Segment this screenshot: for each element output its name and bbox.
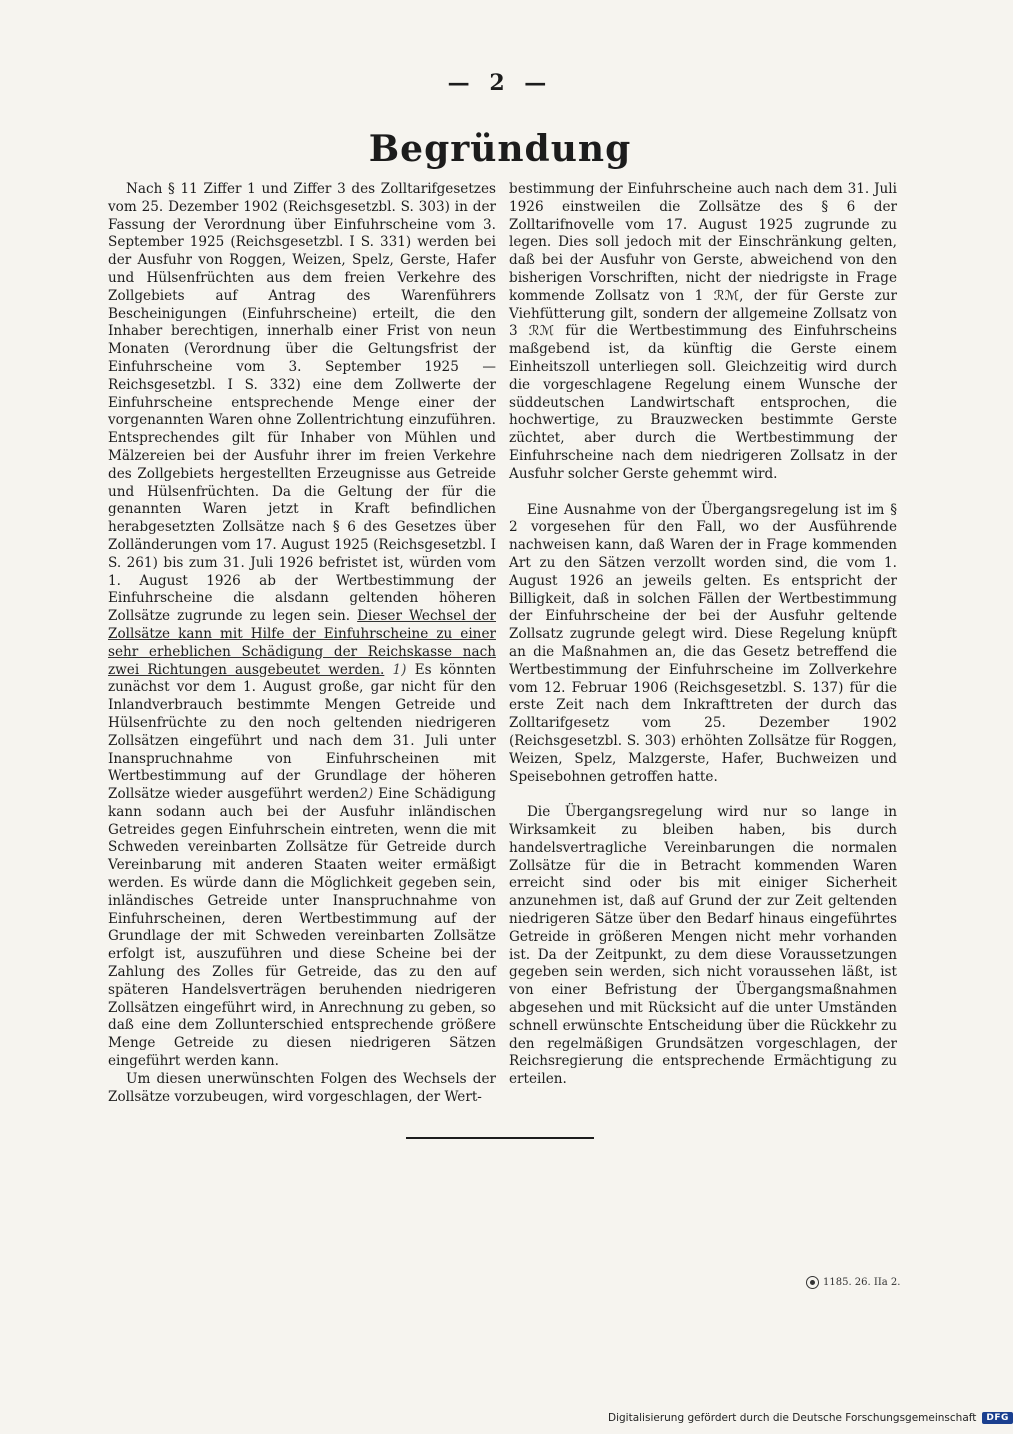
right-column (509, 181, 897, 1089)
digitization-footer (608, 1412, 1013, 1424)
left-paragraph-1-text-c: Eine Schädigung kann sodann auch bei der Ausfuhr inländischen Getreides gegen Einfuhrschein eintreten, wenn die mit Schweden vereinbarten Zollsätze für Getreide durch Vereinbarung mit anderen Staaten weiter ermäßigt werden. Es würde dann die Möglichkeit gegeben sein, inländisches Getreide unter Inanspruchnahme von Einfuhrscheinen, deren Wertbestimmung auf der Grundlage der mit Schweden vereinbarten Zollsätze erfolgt ist, auszuführen und diese Scheine bei der Zahlung des Zolles für Getreide, das zu den auf späteren Handelsverträgen beruhenden niedrigeren Zollsätzen eingeführt wird, in Anrechnung zu geben, so daß eine dem Zollunterschied entsprechende größere Menge Getreide zu diesen niedrigeren Sätzen eingeführt werden kann. (108, 786, 497, 1070)
left-paragraph-1-text-b: Es könnten zunächst vor dem 1. August große, gar nicht für den Inlandverbrauch bestimmte Mengen Getreide und Hülsenfrüchte zu den noch geltenden niedrigeren Zollsätzen eingeführt und nach dem 31. Juli unter Inanspruchnahme von Einfuhrscheinen mit Wertbestimmung auf der Grundlage der höheren Zollsätze wieder ausgeführt werden (108, 661, 497, 803)
handwritten-note-marker-2: 2) (359, 786, 374, 803)
printer-seal-icon (806, 1276, 819, 1289)
left-column (108, 181, 496, 1106)
right-paragraph-3: Die Übergangsregelung wird nur so lange in Wirksamkeit zu bleiben haben, bis durch handelsvertragliche Vereinbarungen die normalen Zollsätze für die in Betracht kommenden Waren erreicht sind oder bis mit einiger Sicherheit anzunehmen ist, daß auf Grund der zur Zeit geltenden niedrigeren Sätze über den Bedarf hinaus eingeführtes Getreide in größeren Mengen nicht mehr vorhanden ist. Da der Zeitpunkt, zu dem diese Voraussetzungen gegeben sein werden, sich nicht voraussehen läßt, ist von einer Befristung der Übergangsmaßnahmen abgesehen und mit Rücksicht auf die unter Umständen schnell erwünschte Entscheidung über die Rückkehr zu den regelmäßigen Grundsätzen vorgeschlagen, der Reichsregierung die entsprechende Ermächtigung zu erteilen. (509, 804, 897, 1088)
closing-rule (406, 1137, 594, 1139)
dfg-logo-icon: DFG (982, 1412, 1013, 1424)
right-paragraph-1: bestimmung der Einfuhrscheine auch nach dem 31. Juli 1926 einstweilen die Zollsätze des § 6 der Zolltarifnovelle vom 17. August 1925 zugrunde zu legen. Dies soll jedoch mit der Einschränkung gelten, daß bei der Ausfuhr von Gerste, abweichend von den bisherigen Vorschriften, nicht der niedrigste in Frage kommende Zollsatz von 1 ℛℳ, der für Gerste zur Viehfütterung gilt, sondern der allgemeine Zollsatz von 3 ℛℳ für die Wertbestimmung des Einfuhrscheins maßgebend ist, da künftig die Gerste einem Einheitszoll unterliegen soll. Gleichzeitig wird durch die vorgeschlagene Regelung einem Wunsche der süddeutschen Landwirtschaft entsprochen, die hochwertige, zu Brauzwecken bestimmte Gerste züchtet, aber durch die Wertbestimmung der Einfuhrscheine nach dem niedrigeren Zollsatz in der Ausfuhr solcher Gerste gehemmt wird. (509, 181, 897, 482)
page-title: Begründung (368, 128, 632, 170)
left-paragraph-1 (108, 181, 496, 1071)
footer-text: Digitalisierung gefördert durch die Deutsche Forschungsgemeinschaft (608, 1412, 977, 1424)
left-paragraph-2: Um diesen unerwünschten Folgen des Wechsels der Zollsätze vorzubeugen, wird vorgeschlagen, der Wert- (108, 1070, 496, 1105)
left-paragraph-1-text-a: Nach § 11 Ziffer 1 und Ziffer 3 des Zolltarifgesetzes vom 25. Dezember 1902 (Reichsgesetzbl. S. 303) in der Fassung der Verordnung über Einfuhrscheine vom 3. September 1925 (Reichsgesetzbl. I S. 331) werden bei der Ausfuhr von Roggen, Weizen, Spelz, Gerste, Hafer und Hülsenfrüchten aus dem freien Verkehre des Zollgebiets auf Antrag des Warenführers Bescheinigungen (Einfuhrscheine) erteilt, die den Inhaber berechtigen, innerhalb einer Frist von neun Monaten (Verordnung über die Geltungsfrist der Einfuhrscheine vom 3. September 1925 — Reichsgesetzbl. I S. 332) eine dem Zollwerte der Einfuhrscheine entsprechende Menge einer der vorgenannten Waren ohne Zollentrichtung einzuführen. Entsprechendes gilt für Inhaber von Mühlen und Mälzereien bei der Ausfuhr ihrer im freien Verkehre des Zollgebiets hergestellten Erzeugnisse aus Getreide und Hülsenfrüchten. Da die Geltung der für die genannten Waren jetzt in Kraft befindlichen herabgesetzten Zollsätze nach § 6 des Gesetzes über Zolländerungen vom 17. August 1925 (Reichsgesetzbl. I S. 261) bis zum 31. Juli 1926 befristet ist, würden vom 1. August 1926 ab der Wertbestimmung der Einfuhrscheine die alsdann geltenden höheren Zollsätze zugrunde zu legen sein. (108, 181, 496, 625)
printer-code (806, 1276, 900, 1289)
page-number: — 2 — (447, 70, 553, 96)
handwritten-note-marker-1: 1) (392, 661, 407, 678)
printer-code-text: 1185. 26. IIa 2. (823, 1277, 901, 1288)
right-paragraph-2: Eine Ausnahme von der Übergangsregelung ist im § 2 vorgesehen für den Fall, wo der Ausführende nachweisen kann, daß Waren der in Frage kommenden Art zu den Sätzen verzollt worden sind, die vom 1. August 1926 an jeweils gelten. Es entspricht der Billigkeit, daß in solchen Fällen der Wertbestimmung der Einfuhrscheine der bei der Ausfuhr geltende Zollsatz zugrunde gelegt wird. Diese Regelung knüpft an die Maßnahmen an, die das Gesetz betreffend die Wertbestimmung der Einfuhrscheine im Zollverkehre vom 12. Februar 1906 (Reichsgesetzbl. S. 137) für die erste Zeit nach dem Inkrafttreten der durch das Zolltarifgesetz vom 25. Dezember 1902 (Reichsgesetzbl. S. 303) erhöhten Zollsätze für Roggen, Weizen, Spelz, Malzgerste, Hafer, Buchweizen und Speisebohnen getroffen hatte. (509, 501, 897, 785)
underlined-passage: Dieser Wechsel der Zollsätze kann mit Hilfe der Einfuhrscheine zu einer sehr erheblichen Schädigung der Reichskasse nach zwei Richtungen ausgebeutet werden. (108, 608, 497, 678)
